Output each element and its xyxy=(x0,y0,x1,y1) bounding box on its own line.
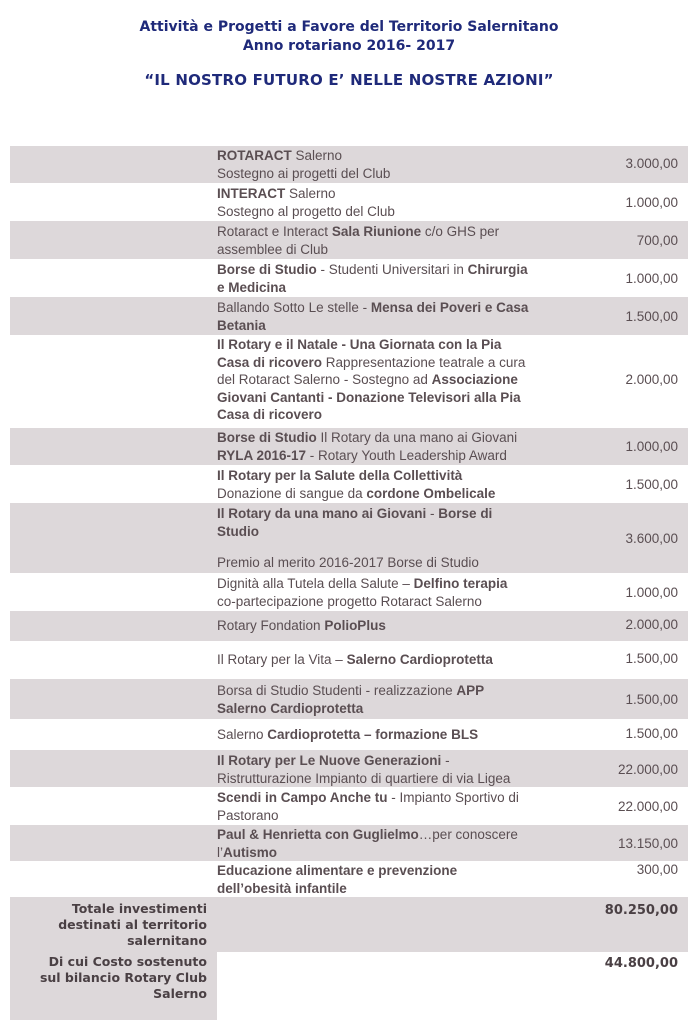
row-description xyxy=(217,726,595,744)
row-description xyxy=(217,651,595,669)
row-amount: 1.000,00 xyxy=(625,439,678,454)
row-title: - Impianto Sportivo di xyxy=(387,790,519,805)
row-amount: 700,00 xyxy=(636,233,678,248)
row-title: Rotaract e Interact xyxy=(217,224,332,239)
row-description xyxy=(217,467,595,502)
table-row xyxy=(10,641,688,679)
row-description xyxy=(217,429,595,464)
row-line3: Premio al merito 2016-2017 Borse di Studio xyxy=(217,555,479,570)
row-line2: Rappresentazione teatrale a cura xyxy=(322,354,526,370)
row-description xyxy=(217,575,595,610)
row-title-bold: INTERACT xyxy=(217,186,286,201)
table-row xyxy=(10,428,688,465)
row-title: Rotary Fondation xyxy=(217,618,325,633)
table-row xyxy=(10,750,688,787)
row-title-bold: Paul & Henrietta con Guglielmo xyxy=(217,827,419,842)
table-row xyxy=(10,465,688,503)
row-description xyxy=(217,752,595,787)
row-subtitle: - Rotary Youth Leadership Award xyxy=(306,447,507,463)
row-title-end: c/o GHS per xyxy=(421,224,500,239)
row-subtitle: Salerno Cardioprotetta xyxy=(217,700,364,716)
table-row xyxy=(10,573,688,611)
row-amount: 2.000,00 xyxy=(625,617,678,632)
row-amount: 1.500,00 xyxy=(625,692,678,707)
row-amount: 1.500,00 xyxy=(625,726,678,741)
row-amount: 1.500,00 xyxy=(625,309,678,324)
row-amount: 1.500,00 xyxy=(625,477,678,492)
document-header xyxy=(0,18,698,90)
row-subtitle: Donazione di sangue da xyxy=(217,485,367,501)
row-description xyxy=(217,826,595,861)
row-title-bold: Mensa dei Poveri e Casa xyxy=(370,300,529,315)
row-title: - xyxy=(441,753,450,768)
header-motto: “IL NOSTRO FUTURO E’ NELLE NOSTRE AZIONI” xyxy=(144,71,554,89)
row-description xyxy=(217,789,595,824)
table-row xyxy=(10,146,688,183)
row-title: …per conoscere xyxy=(418,827,518,842)
row-title-end: Borse di xyxy=(438,506,493,521)
row-description xyxy=(217,617,595,635)
row-amount: 300,00 xyxy=(636,862,678,877)
row-title: Salerno xyxy=(285,186,336,201)
cost-amount: 44.800,00 xyxy=(604,956,678,971)
row-title-bold: PolioPlus xyxy=(324,618,386,633)
row-description xyxy=(217,147,595,182)
row-line2-bold: Casa di ricovero xyxy=(217,354,323,370)
row-line2: Studio xyxy=(217,523,259,539)
row-amount: 1.500,00 xyxy=(625,651,678,666)
row-amount: 3.600,00 xyxy=(625,531,678,546)
row-amount: 3.000,00 xyxy=(625,156,678,171)
table-row xyxy=(10,611,688,641)
row-description xyxy=(217,261,595,296)
row-title: - Studenti Universitari in xyxy=(316,262,468,277)
row-title: Il Rotary da una mano ai Giovani xyxy=(316,430,518,445)
row-description xyxy=(217,185,595,220)
row-amount: 1.000,00 xyxy=(625,585,678,600)
table-row xyxy=(10,183,688,221)
row-subtitle: Betania xyxy=(217,317,266,333)
row-line3-bold: Associazione xyxy=(431,372,518,387)
row-title-bold: Il Rotary per la Salute della Collettività xyxy=(217,468,463,483)
row-line3: del Rotaract Salerno - Sostegno ad xyxy=(217,372,432,387)
row-subtitle-bold: RYLA 2016-17 xyxy=(217,447,307,463)
row-title-bold: ROTARACT xyxy=(217,148,292,163)
total-row xyxy=(10,897,688,952)
table-row xyxy=(10,259,688,297)
row-title-bold: Il Rotary da una mano ai Giovani xyxy=(217,506,427,521)
table-row xyxy=(10,335,688,428)
total-label-line3: salernitano xyxy=(127,933,207,948)
row-line4: Giovani Cantanti - Donazione Televisori alla Pia xyxy=(217,389,521,405)
row-title-bold: Cardioprotetta – formazione BLS xyxy=(267,727,479,742)
row-amount: 22.000,00 xyxy=(617,799,678,814)
row-subtitle: Sostegno ai progetti del Club xyxy=(217,165,391,181)
row-subtitle: assemblee di Club xyxy=(217,241,329,257)
total-label-line1: Totale investimenti xyxy=(71,901,207,916)
table-row xyxy=(10,297,688,335)
row-line5: Casa di ricovero xyxy=(217,407,323,422)
row-description xyxy=(217,862,595,897)
cost-label xyxy=(40,954,207,1002)
row-title: Il Rotary per la Vita – xyxy=(217,652,347,667)
row-subtitle: dell’obesità infantile xyxy=(217,880,347,896)
row-amount: 13.150,00 xyxy=(617,836,678,851)
row-subtitle: co-partecipazione progetto Rotaract Salerno xyxy=(217,593,482,609)
row-title: Dignità alla Tutela della Salute – xyxy=(217,576,414,591)
table-row xyxy=(10,503,688,573)
row-subtitle: Pastorano xyxy=(217,807,279,823)
cost-label-line3: Salerno xyxy=(153,986,207,1001)
row-title: Borsa di Studio Studenti - realizzazione xyxy=(217,683,457,698)
row-title-bold: APP xyxy=(456,683,485,698)
row-subtitle: Sostegno al progetto del Club xyxy=(217,203,395,219)
row-title: Salerno xyxy=(291,148,343,163)
row-amount: 1.000,00 xyxy=(625,271,678,286)
header-year: Anno rotariano 2016- 2017 xyxy=(242,38,456,54)
row-description xyxy=(217,223,595,258)
row-title-bold: Educazione alimentare e prevenzione xyxy=(217,863,458,878)
row-subtitle: e Medicina xyxy=(217,279,287,295)
table-row xyxy=(10,787,688,825)
row-subtitle-bold: cordone Ombelicale xyxy=(366,485,496,501)
total-row xyxy=(10,952,688,1020)
row-title: Salerno xyxy=(217,727,268,742)
row-title-bold: Sala Riunione xyxy=(331,224,422,239)
row-title-bold: Borse di Studio xyxy=(217,430,317,445)
cost-label-line2: sul bilancio Rotary Club xyxy=(39,970,207,985)
row-amount: 22.000,00 xyxy=(617,762,678,777)
table-row xyxy=(10,861,688,897)
total-amount: 80.250,00 xyxy=(604,903,678,918)
total-label xyxy=(58,901,207,949)
row-title-bold: Il Rotary per Le Nuove Generazioni xyxy=(217,753,442,768)
row-description xyxy=(217,299,595,334)
row-title: - xyxy=(426,506,439,521)
row-title-bold: Borse di Studio xyxy=(217,262,317,277)
table-row xyxy=(10,825,688,861)
table-row xyxy=(10,221,688,259)
total-label-line2: destinati al territorio xyxy=(58,917,207,932)
row-title-bold: Delfino terapia xyxy=(413,576,508,591)
row-description xyxy=(217,336,595,424)
row-title: Ballando Sotto Le stelle - xyxy=(217,300,371,315)
row-title-end: Chirurgia xyxy=(467,262,528,277)
row-subtitle: Ristrutturazione Impianto di quartiere di via Ligea xyxy=(217,770,511,786)
table-row xyxy=(10,679,688,719)
row-description xyxy=(217,682,595,717)
row-description xyxy=(217,505,595,572)
cost-label-line1: Di cui Costo sostenuto xyxy=(48,954,207,969)
row-amount: 1.000,00 xyxy=(625,195,678,210)
row-amount: 2.000,00 xyxy=(625,372,678,387)
header-title: Attività e Progetti a Favore del Territorio Salernitano xyxy=(139,19,559,35)
row-title-bold: Scendi in Campo Anche tu xyxy=(217,790,388,805)
row-title-bold: Salerno Cardioprotetta xyxy=(346,652,493,667)
row-subtitle: l’ xyxy=(217,844,223,860)
row-title-bold: Il Rotary e il Natale - Una Giornata con la Pia xyxy=(217,337,502,352)
row-subtitle-bold: Autismo xyxy=(223,844,277,860)
table-row xyxy=(10,719,688,750)
